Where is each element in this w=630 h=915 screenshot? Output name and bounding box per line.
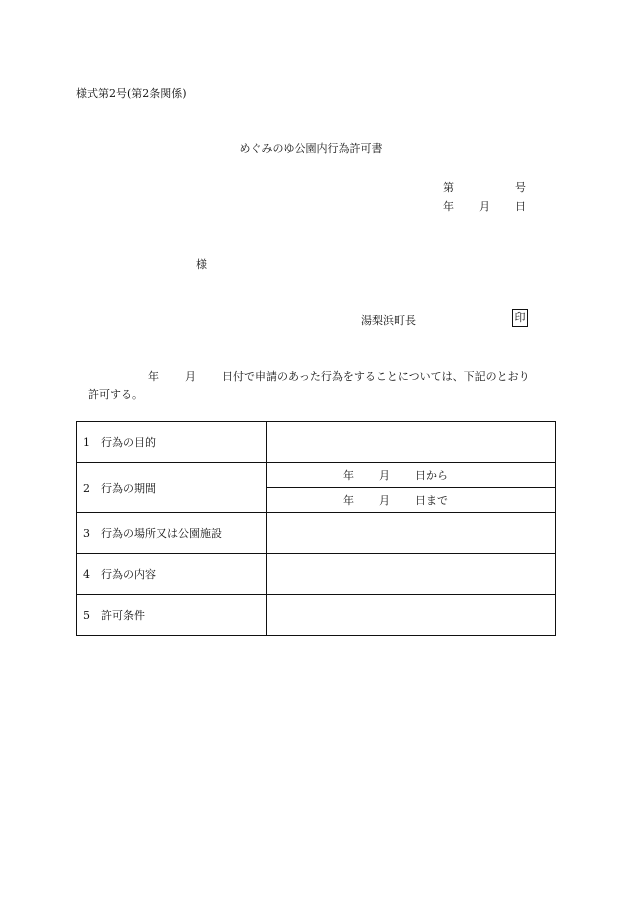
permit-details-table — [76, 421, 556, 636]
period-end-month: 月 — [379, 494, 390, 507]
issue-date-year: 年 — [443, 200, 454, 213]
row-number: 1 — [83, 436, 90, 449]
period-start-cell[interactable] — [267, 463, 556, 488]
row-label-text: 行為の内容 — [101, 568, 156, 581]
document-title — [0, 140, 630, 156]
row-label-text: 行為の場所又は公園施設 — [101, 527, 222, 540]
row-label-text: 行為の期間 — [101, 481, 156, 495]
period-start-month: 月 — [379, 469, 390, 482]
body-rest: 日付で申請のあった行為をすることについては、下記のとおり — [222, 370, 530, 383]
addressee-honorific: 様 — [196, 258, 207, 271]
table-row — [77, 595, 556, 636]
purpose-value-cell[interactable] — [267, 422, 556, 463]
document-number-prefix: 第 — [443, 181, 454, 194]
body-text-line2: 許可する。 — [88, 388, 143, 401]
row-number: 2 — [83, 481, 90, 495]
row-label-conditions — [77, 595, 267, 636]
issue-date-day: 日 — [515, 200, 526, 213]
table-row — [77, 422, 556, 463]
row-label-location — [77, 513, 267, 554]
period-start-year: 年 — [343, 469, 354, 482]
row-label-period — [77, 463, 267, 513]
document-number-suffix: 号 — [515, 181, 526, 194]
body-year: 年 — [148, 370, 159, 383]
body-text-line1 — [148, 368, 530, 384]
period-end-year: 年 — [343, 494, 354, 507]
row-number: 5 — [83, 609, 90, 622]
row-number: 4 — [83, 568, 90, 581]
document-title-text: めぐみのゆ公園内行為許可書 — [239, 142, 383, 155]
location-value-cell[interactable] — [267, 513, 556, 554]
row-label-text: 許可条件 — [101, 609, 145, 622]
row-label-text: 行為の目的 — [101, 436, 156, 449]
issue-date-month: 月 — [479, 200, 490, 213]
table-row — [77, 554, 556, 595]
row-number: 3 — [83, 527, 90, 540]
body-month: 月 — [185, 370, 196, 383]
table-row — [77, 513, 556, 554]
seal-mark: 印 — [512, 309, 528, 327]
table-row — [77, 463, 556, 488]
conditions-value-cell[interactable] — [267, 595, 556, 636]
content-value-cell[interactable] — [267, 554, 556, 595]
issuer-name: 湯梨浜町長 — [361, 314, 416, 327]
row-label-content — [77, 554, 267, 595]
period-end-cell[interactable] — [267, 488, 556, 513]
period-end-day: 日まで — [415, 494, 448, 507]
row-label-purpose — [77, 422, 267, 463]
form-number: 様式第2号(第2条関係) — [76, 87, 187, 100]
period-start-day: 日から — [415, 469, 448, 482]
